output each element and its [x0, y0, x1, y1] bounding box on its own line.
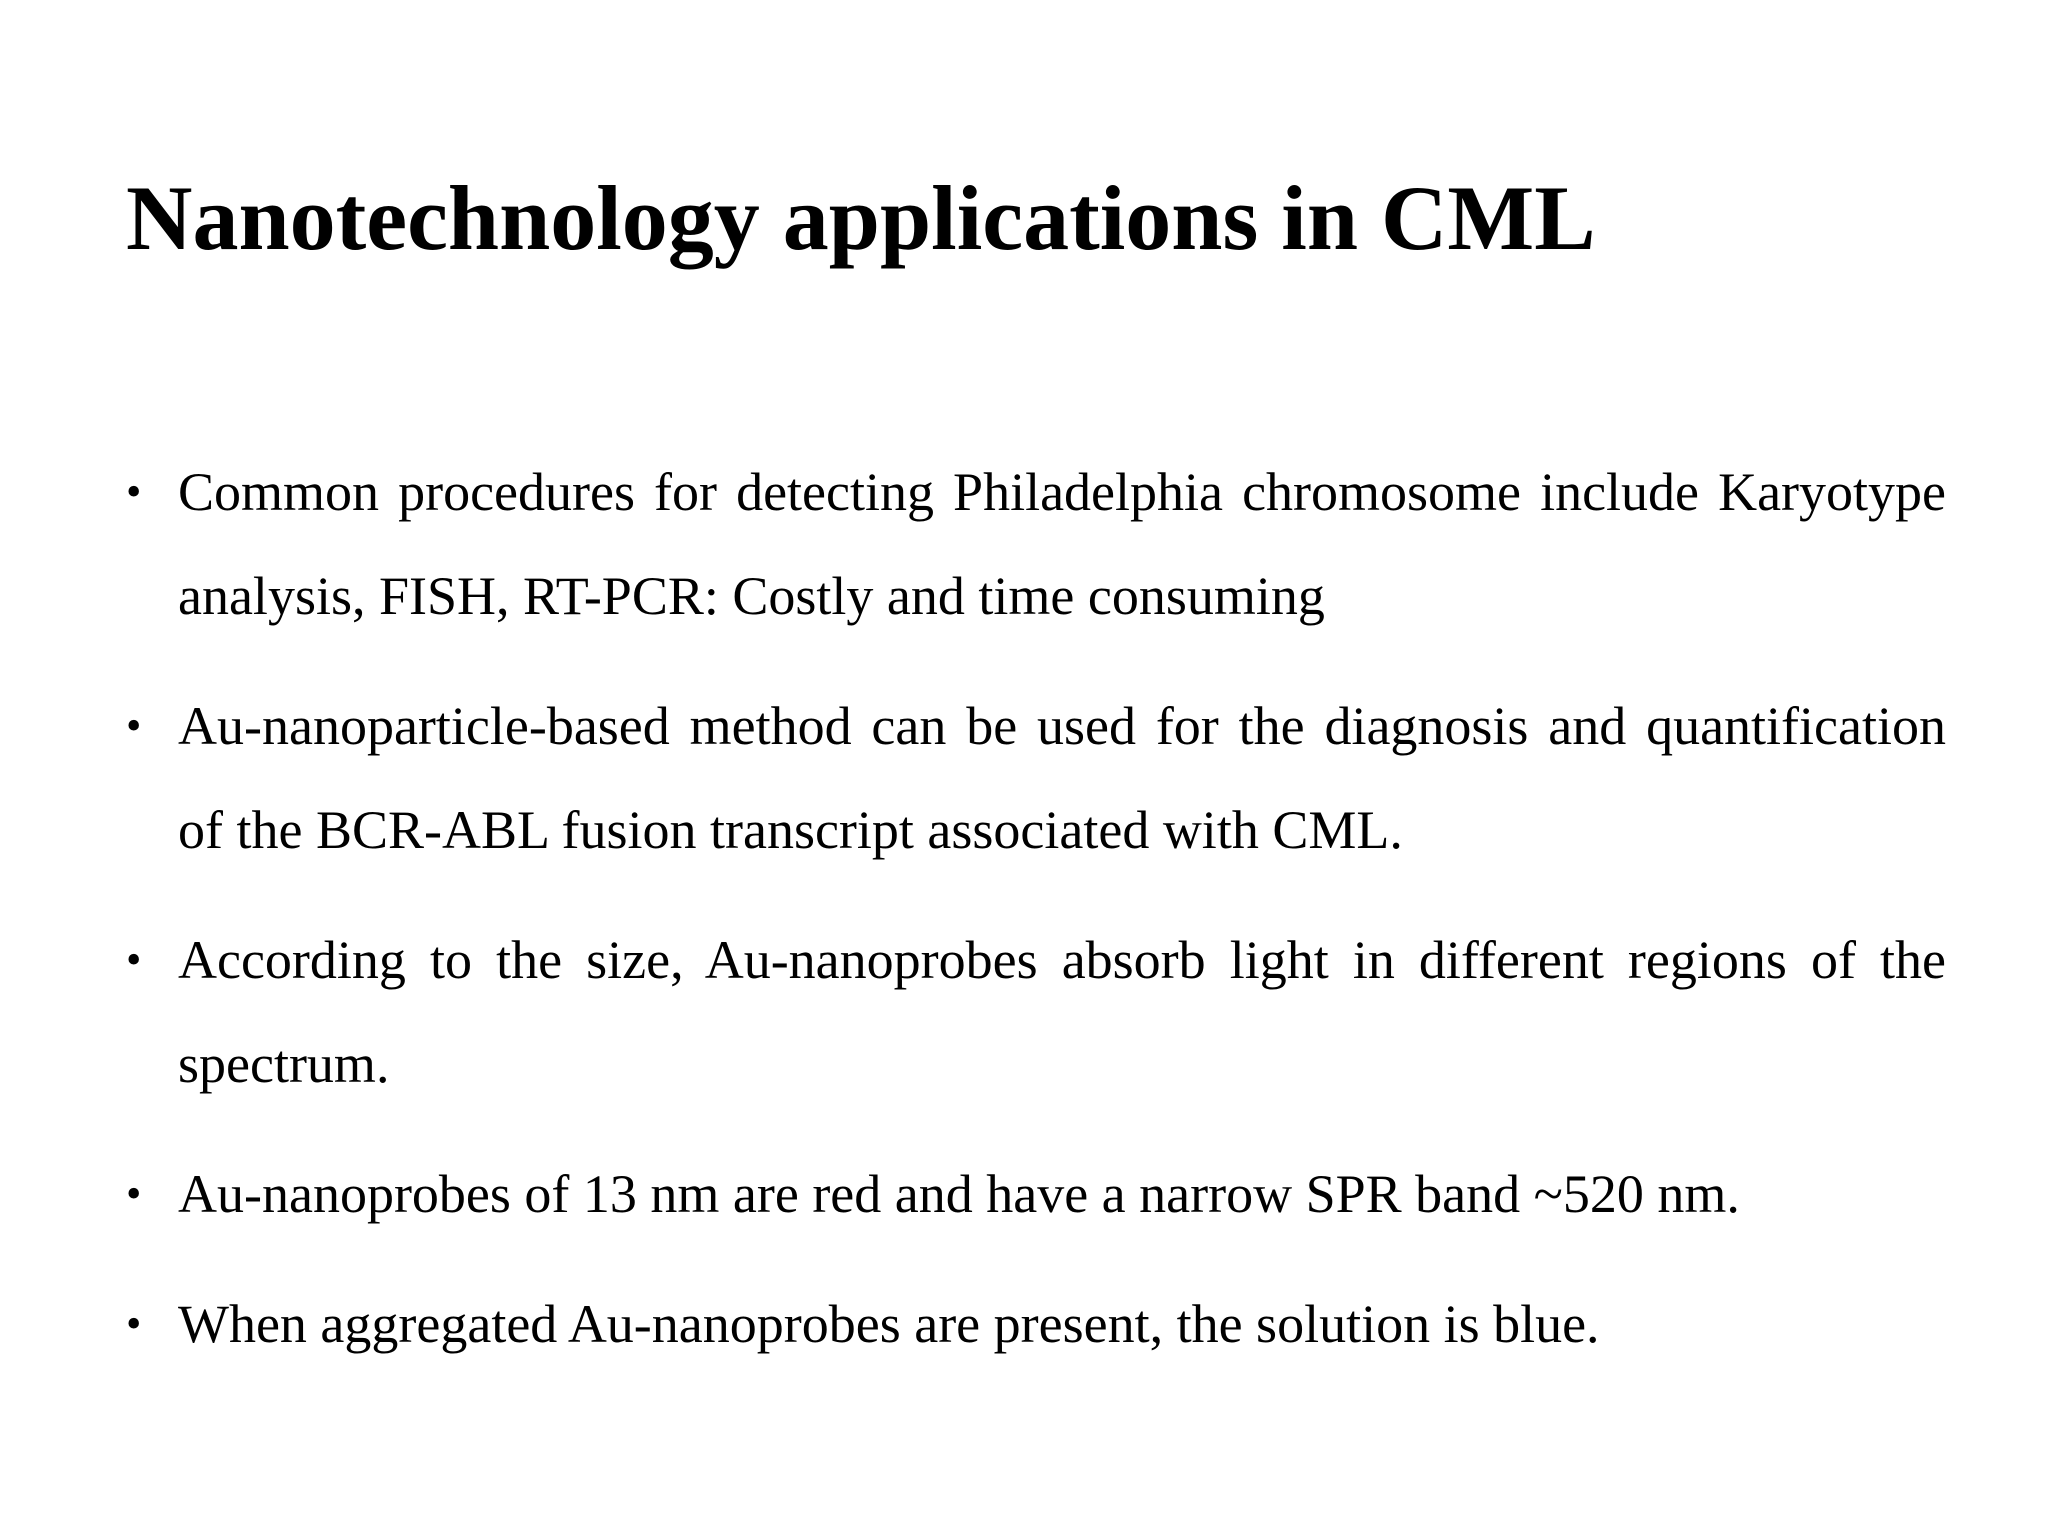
bullet-text: Au-nanoparticle-based method can be used for the diagnosis and quantification of the BCR-ABL fusion transcript associated with CML.	[178, 696, 1946, 860]
bullet-dot-icon: •	[126, 701, 142, 750]
bullet-text: When aggregated Au-nanoprobes are present, the solution is blue.	[178, 1294, 1600, 1354]
bullet-text: Common procedures for detecting Philadelphia chromosome include Karyotype analysis, FISH, RT-PCR: Costly and time consuming	[178, 462, 1946, 626]
bullet-dot-icon: •	[126, 1169, 142, 1218]
bullet-item	[126, 908, 1946, 1116]
bullet-dot-icon: •	[126, 1299, 142, 1348]
bullet-dot-icon: •	[126, 467, 142, 516]
bullet-item	[126, 1272, 1946, 1376]
bullet-text: Au-nanoprobes of 13 nm are red and have a narrow SPR band ~520 nm.	[178, 1164, 1740, 1224]
bullet-item	[126, 1142, 1946, 1246]
bullet-item	[126, 674, 1946, 882]
slide-title: Nanotechnology applications in CML	[126, 167, 1596, 269]
bullet-item	[126, 440, 1946, 648]
bullet-text: According to the size, Au-nanoprobes absorb light in different regions of the spectrum.	[178, 930, 1946, 1094]
bullet-dot-icon: •	[126, 935, 142, 984]
bullet-list	[126, 440, 1946, 1402]
